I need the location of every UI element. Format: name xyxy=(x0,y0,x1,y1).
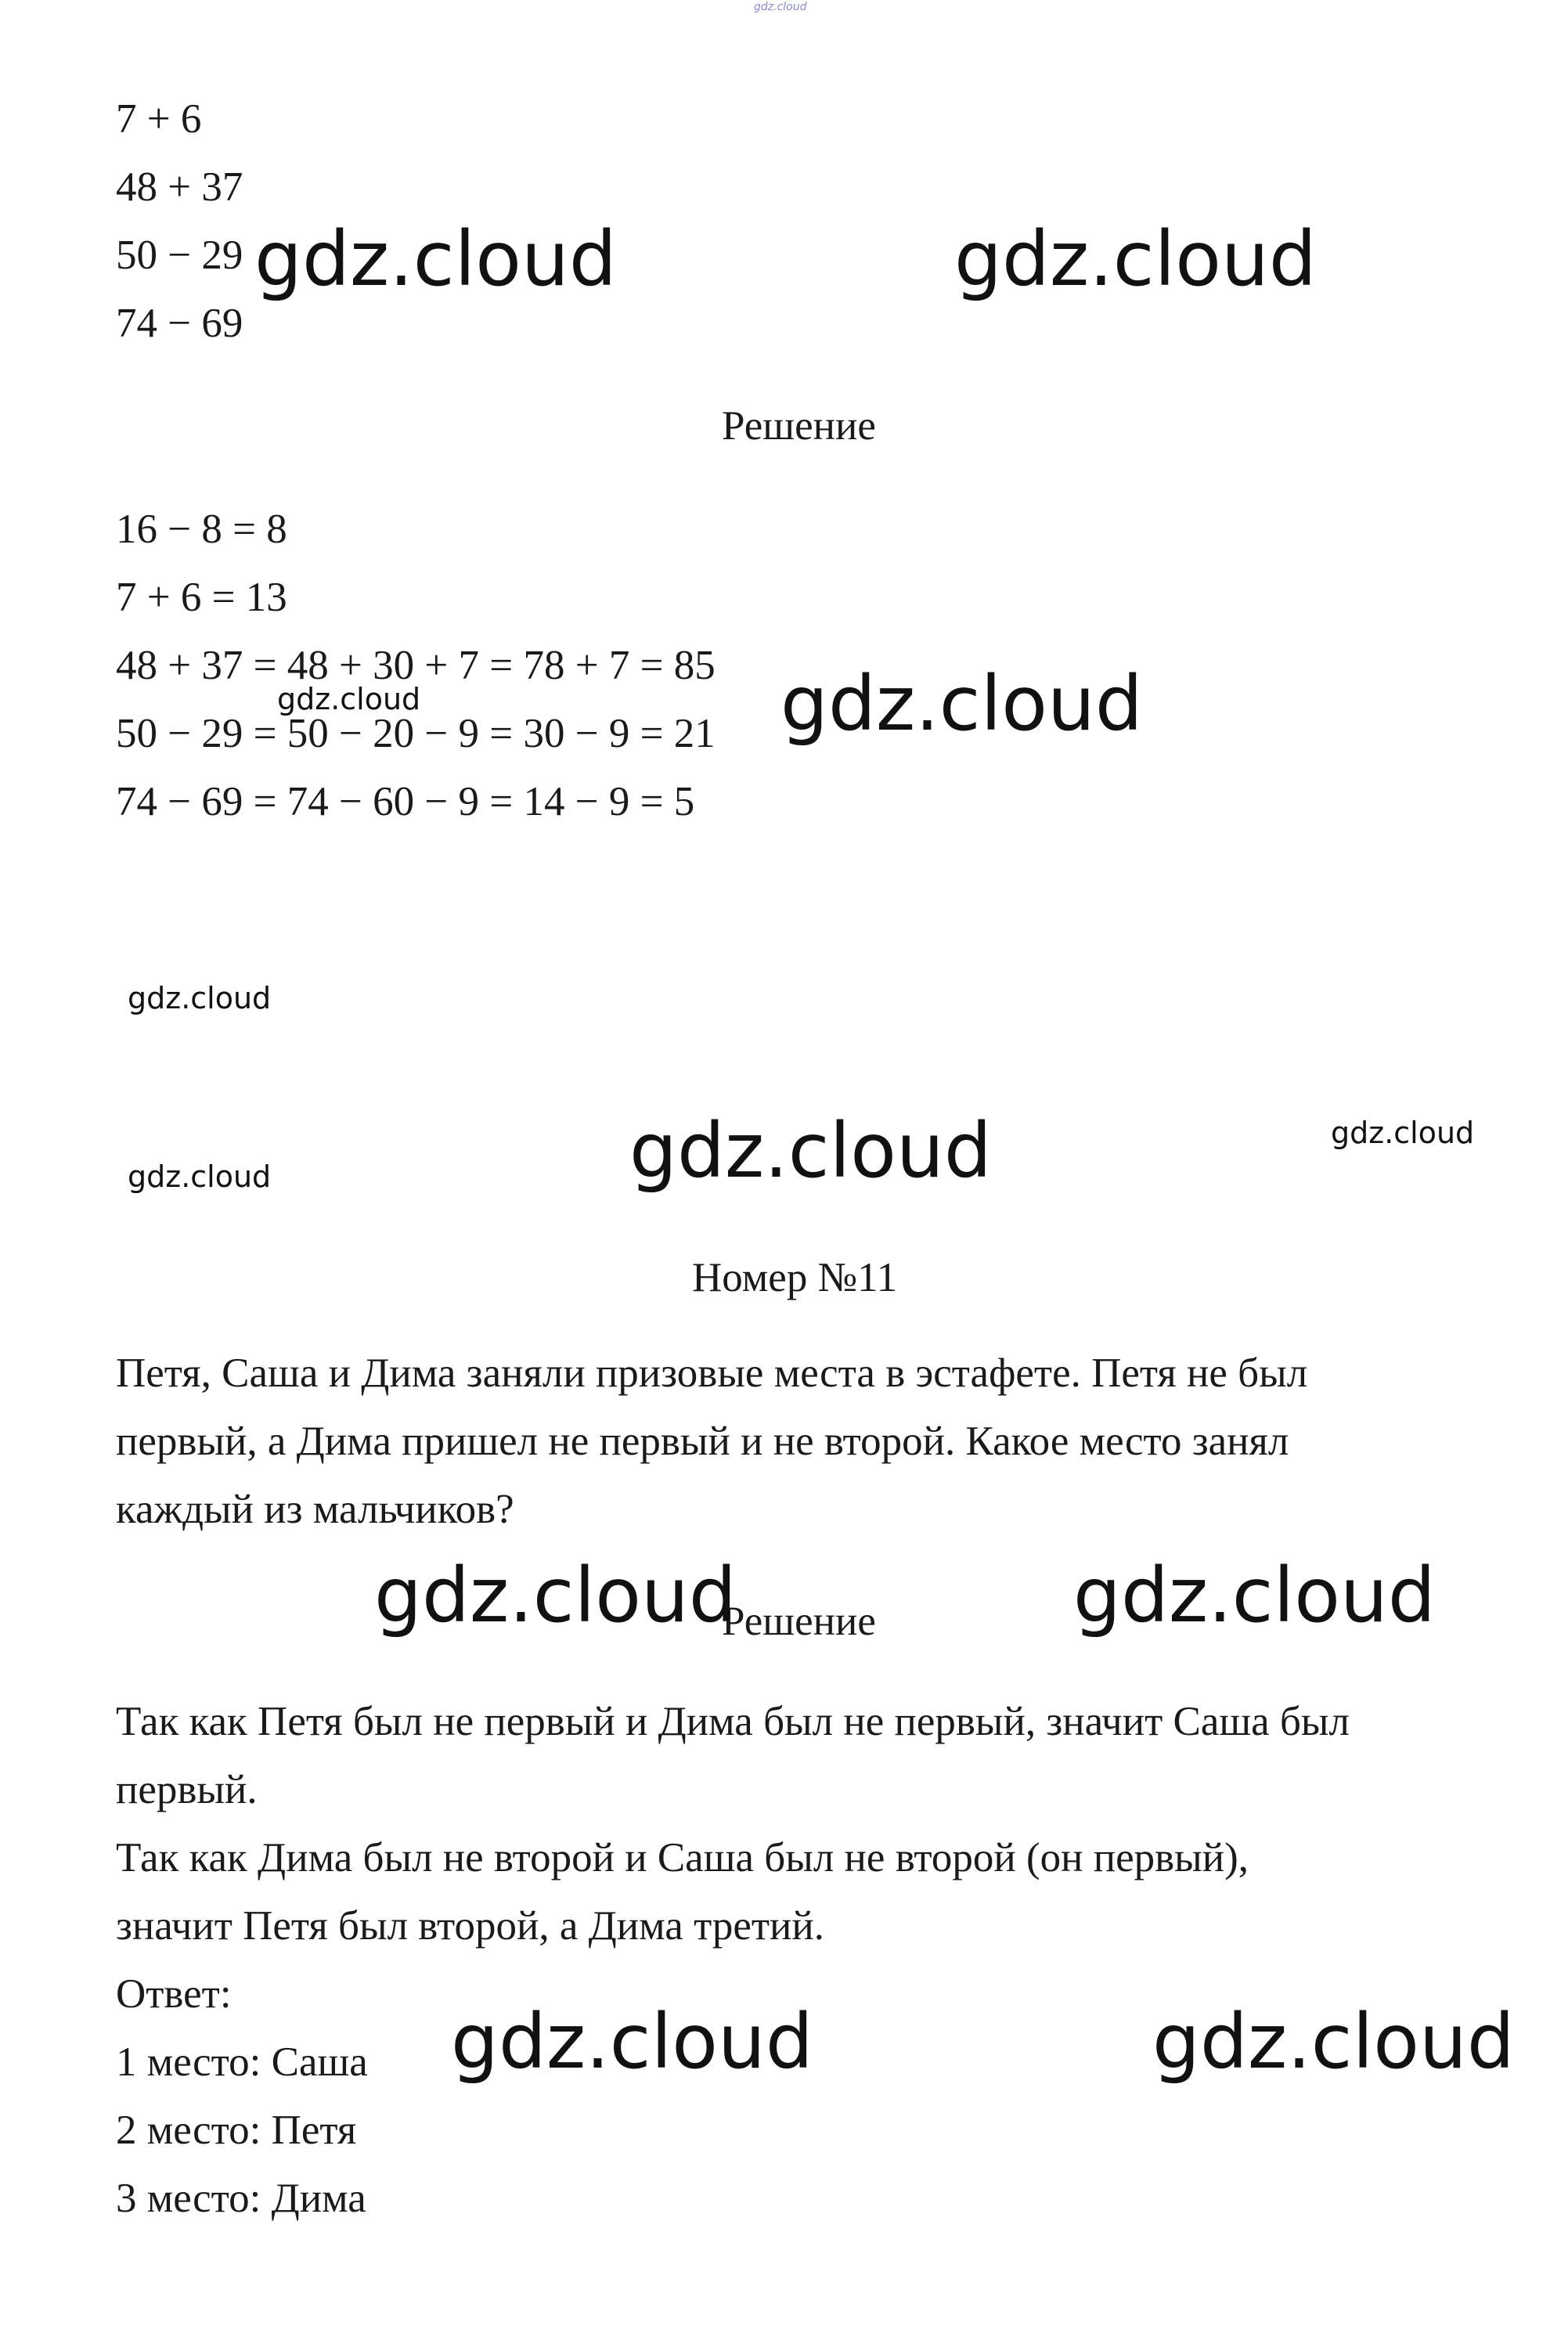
watermark: gdz.cloud xyxy=(780,660,1143,748)
solution-text-line: Так как Дима был не второй и Саша был не второй (он первый), xyxy=(116,1835,1249,1880)
task-expression: 7 + 6 xyxy=(116,96,202,142)
answer-line: 1 место: Саша xyxy=(116,2039,368,2085)
solution-heading: Решение xyxy=(722,1599,876,1644)
calculation-line: 50 − 29 = 50 − 20 − 9 = 30 − 9 = 21 xyxy=(116,711,716,756)
calculation-line: 48 + 37 = 48 + 30 + 7 = 78 + 7 = 85 xyxy=(116,643,716,688)
header-watermark: gdz.cloud xyxy=(754,1,807,13)
problem-text-line: Петя, Саша и Дима заняли призовые места в эстафете. Петя не был xyxy=(116,1350,1308,1396)
watermark: gdz.cloud xyxy=(277,682,421,716)
watermark: gdz.cloud xyxy=(128,1159,272,1194)
calculation-line: 7 + 6 = 13 xyxy=(116,575,287,620)
watermark: gdz.cloud xyxy=(1331,1116,1475,1150)
calculation-line: 74 − 69 = 74 − 60 − 9 = 14 − 9 = 5 xyxy=(116,779,695,824)
watermark: gdz.cloud xyxy=(254,215,617,303)
watermark: gdz.cloud xyxy=(451,1998,813,2086)
watermark: gdz.cloud xyxy=(128,981,272,1015)
problem-text-line: каждый из мальчиков? xyxy=(116,1487,514,1532)
problem-title: Номер №11 xyxy=(692,1255,898,1300)
task-expression: 50 − 29 xyxy=(116,233,243,278)
task-expression: 48 + 37 xyxy=(116,164,243,210)
watermark: gdz.cloud xyxy=(374,1552,737,1639)
answer-line: 2 место: Петя xyxy=(116,2108,357,2153)
answer-label: Ответ: xyxy=(116,1971,232,2017)
solution-text-line: значит Петя был второй, а Дима третий. xyxy=(116,1903,825,1949)
watermark: gdz.cloud xyxy=(1152,1998,1515,2086)
solution-text-line: первый. xyxy=(116,1767,258,1812)
problem-text-line: первый, а Дима пришел не первый и не второй. Какое место занял xyxy=(116,1419,1289,1464)
watermark: gdz.cloud xyxy=(629,1107,992,1195)
solution-heading: Решение xyxy=(722,403,876,449)
watermark: gdz.cloud xyxy=(954,215,1317,303)
calculation-line: 16 − 8 = 8 xyxy=(116,507,287,552)
task-expression: 74 − 69 xyxy=(116,301,243,346)
solution-text-line: Так как Петя был не первый и Дима был не первый, значит Саша был xyxy=(116,1699,1350,1744)
watermark: gdz.cloud xyxy=(1073,1552,1436,1639)
answer-line: 3 место: Дима xyxy=(116,2176,366,2221)
